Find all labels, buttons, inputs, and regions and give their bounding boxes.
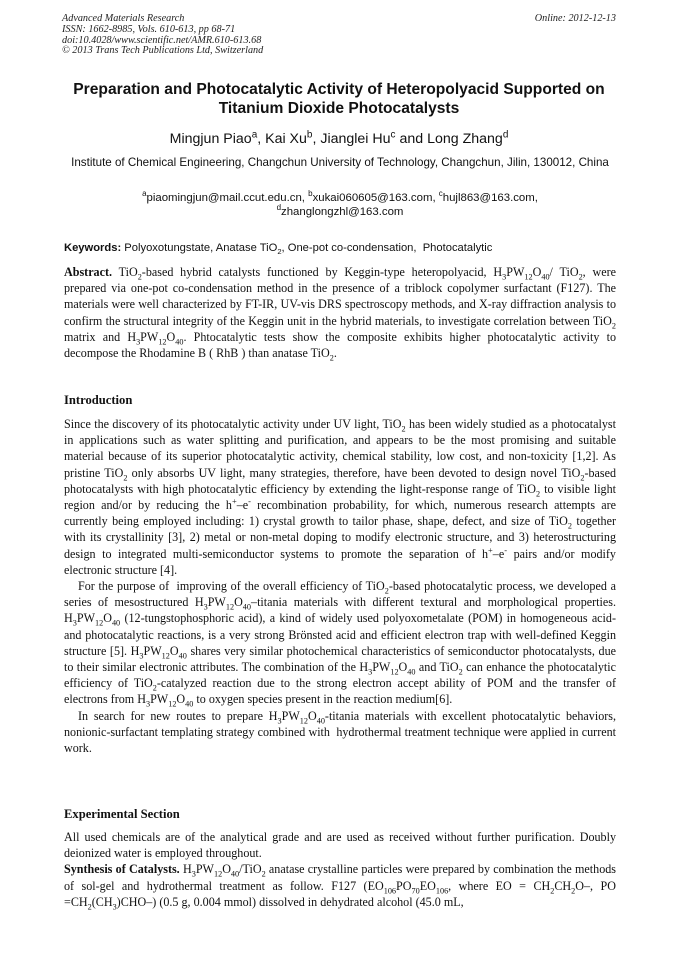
author-name: Long Zhang xyxy=(427,131,503,147)
online-date: Online: 2012-12-13 xyxy=(534,13,616,24)
journal-name: Advanced Materials Research xyxy=(62,13,185,24)
paper-title: Preparation and Photocatalytic Activity of Heteropolyacid Supported on Titanium Dioxide Photocatalysts xyxy=(73,81,605,117)
author-emails: $^a$piaomingjun@mail.ccut.edu.cn, $^b$xukai060605@163.com, $^c$hujl863@163.com, $^d$zhanglongzhl@163.com xyxy=(142,189,538,218)
author-name: Jianglei Hu xyxy=(320,131,391,147)
subsection-label: Synthesis of Catalysts. xyxy=(64,862,180,877)
author-name: Kai Xu xyxy=(265,131,307,147)
doi-line[interactable]: doi:10.4028/www.scientific.net/AMR.610-613.68 xyxy=(62,34,262,46)
abstract-label: Abstract. xyxy=(64,265,113,279)
issn-line: ISSN: 1662-8985, Vols. 610-613, pp 68-71 xyxy=(62,23,236,35)
section-heading-experimental: Experimental Section xyxy=(64,807,180,821)
keywords-label: Keywords: xyxy=(64,242,122,254)
email-link[interactable]: xukai060605@163.com xyxy=(312,192,433,204)
abstract: Abstract. TiO$_2$-based hybrid catalysts functioned by Keggin-type heteropolyacid, $H_3PW_{12}O_{40}/$ TiO$_2$, were prepared via one-pot co-condensation method in the presence of a triblock copolymer surfactant (F127). The materials were well characterized by FT-IR, UV-vis DRS spectroscopy methods, and X-ray diffraction analysis to confirm the structural integrity of the Keggin unit in the hybrid materials, to investigate correlation between TiO$_2$ matrix and $H_3PW_{12}O_{40}$. Phtocatalytic tests show the composite exhibits higher photocatalytic activity to decompose the Rhodamine B ( RhB ) than anatase TiO$_2$. xyxy=(64,265,616,363)
email-link[interactable]: zhanglongzhl@163.com xyxy=(281,205,404,218)
email-link[interactable]: hujl863@163.com xyxy=(442,192,535,204)
affiliation: Institute of Chemical Engineering, Changchun University of Technology, Changchun, Jilin, 130012, China xyxy=(71,156,609,169)
author-name: Mingjun Piao xyxy=(169,131,252,147)
introduction-text: Since the discovery of its photocatalytic activity under UV light, TiO$_2$ has been widely studied as a photocatalyst in applications such as water splitting and purification, and appears to be the most promising and suitable material because of its superior photocatalytic activity, chemical stability, low cost, and non-toxicity [1,2]. As pristine TiO$_2$ only absorbs UV light, many strategies, therefore, have been devoted to design novel TiO$_2$-based photocatalysts with high photocatalytic efficiency by extending the light-response range of TiO$_2$ to visible light region and/or by reducing the h+–e- recombination probability, for which, numerous research attempts are currently being employed including: 1) crystal growth to tailor phase, shape, defect, and size of TiO$_2$ together with its crystallinity [3], 2) metal or non-metal doping to modify electronic structure, and 3) heterostructuring design to integrated multi-semiconductor systems to promote the separation of h+–e- pairs and/or modify electronic structure [4]. For the purpose of improving of the overall efficiency of TiO$_2$-based photocatalytic process, we developed a series of mesostructured $H_3PW_{12}O_{40}$–titania materials with different textural and morphological properties. $H_3PW_{12}O_{40}$ (12-tungstophosphoric acid), a kind of widely used polyoxometalate (POM) in homogeneous acid- and photocatalytic reactions, is a very strong Brönsted acid and efficient electron trap with well-defined Keggin structure [5]. $H_3PW_{12}O_{40}$ shares very similar photochemical characteristics of semiconductor photocatalysts, due to their similar electronic attributes. The combination of the $H_3PW_{12}O_{40}$ and TiO$_2$ can enhance the photocatalytic efficiency of TiO$_2$-catalyzed reaction due to the strong electron accept ability of POM and the transfer of electrons from $H_3PW_{12}O_{40}$ to oxygen species present in the reaction medium[6]. In search for new routes to prepare $H_3PW_{12}O_{40}$-titania materials with excellent photocatalytic behaviors, nonionic-surfactant templating strategy combined with hydrothermal treatment technique were applied in current work. xyxy=(64,417,617,756)
keywords-line: Keywords: Polyoxotungstate, Anatase TiO$_2$, One-pot co-condensation, Photocatalytic xyxy=(64,242,493,257)
experimental-text: All used chemicals are of the analytical grade and are used as received without further purification. Doubly deionized water is employed throughout. Synthesis of Catalysts. $H_3PW_{12}O_{40}/TiO_2$ anatase crystalline particles were prepared by combination the methods of sol-gel and hydrothermal treatment as follow. F127 ($EO_{106}PO_{70}EO_{106}$, where EO = $CH_2CH_2O-$, PO $=CH_2(CH_3)CHO-$) (0.5 g, 0.004 mmol) dissolved in dehydrated alcohol (45.0 mL, xyxy=(64,830,617,912)
author-list: Mingjun Piao$^a$, Kai Xu$^b$, Jianglei Hu$^c$ and Long Zhang$^d$ xyxy=(169,129,509,147)
email-link[interactable]: piaomingjun@mail.ccut.edu.cn xyxy=(146,192,302,204)
copyright-line: © 2013 Trans Tech Publications Ltd, Switzerland xyxy=(62,45,264,57)
section-heading-introduction: Introduction xyxy=(64,393,133,407)
journal-header xyxy=(62,14,616,57)
